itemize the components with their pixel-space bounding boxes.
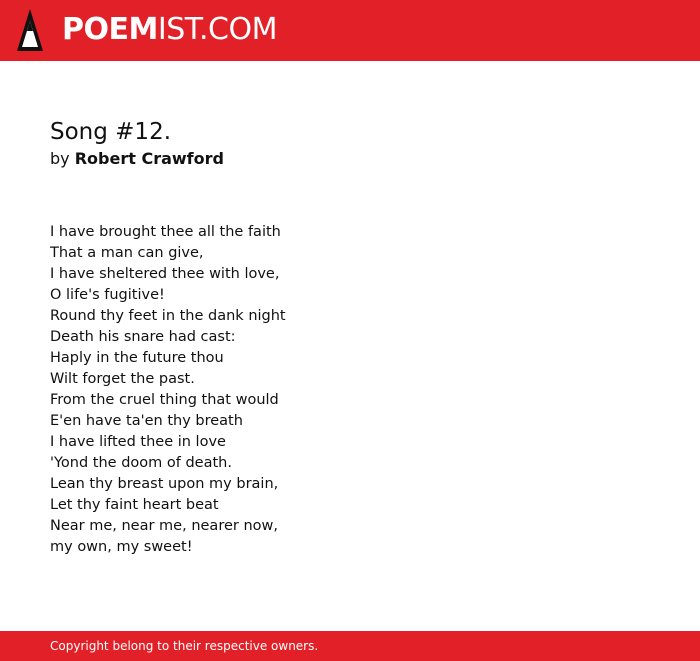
poem-line: Haply in the future thou — [50, 350, 224, 366]
poem-line: Wilt forget the past. — [50, 371, 195, 387]
by-label: by — [50, 149, 70, 168]
poem-line: my own, my sweet! — [50, 539, 193, 555]
poem-content — [50, 116, 650, 558]
site-header — [0, 0, 700, 61]
byline — [50, 148, 650, 170]
poem-line: Near me, near me, nearer now, — [50, 518, 278, 534]
poem-line: That a man can give, — [50, 245, 204, 261]
pencil-logo-icon[interactable] — [16, 9, 44, 51]
poem-line: Lean thy breast upon my brain, — [50, 476, 279, 492]
copyright-text: Copyright belong to their respective owners. — [50, 639, 319, 653]
author-name: Robert Crawford — [74, 149, 224, 168]
poem-title: Song #12. — [50, 119, 172, 145]
poem-line: Let thy faint heart beat — [50, 497, 219, 513]
site-logo[interactable] — [62, 12, 277, 48]
brand-name-bold: POEM — [62, 12, 158, 47]
poem-line: I have sheltered thee with love, — [50, 266, 280, 282]
poem-line: O life's fugitive! — [50, 287, 165, 303]
brand-name-light: IST.COM — [157, 12, 277, 47]
poem-line: Death his snare had cast: — [50, 329, 236, 345]
poem-line: 'Yond the doom of death. — [50, 455, 232, 471]
poem-line: E'en have ta'en thy breath — [50, 413, 243, 429]
poem-line: From the cruel thing that would — [50, 392, 279, 408]
poem-body — [50, 222, 650, 558]
site-footer — [0, 631, 700, 661]
poem-line: Round thy feet in the dank night — [50, 308, 286, 324]
poem-line: I have lifted thee in love — [50, 434, 226, 450]
poem-line: I have brought thee all the faith — [50, 224, 281, 240]
